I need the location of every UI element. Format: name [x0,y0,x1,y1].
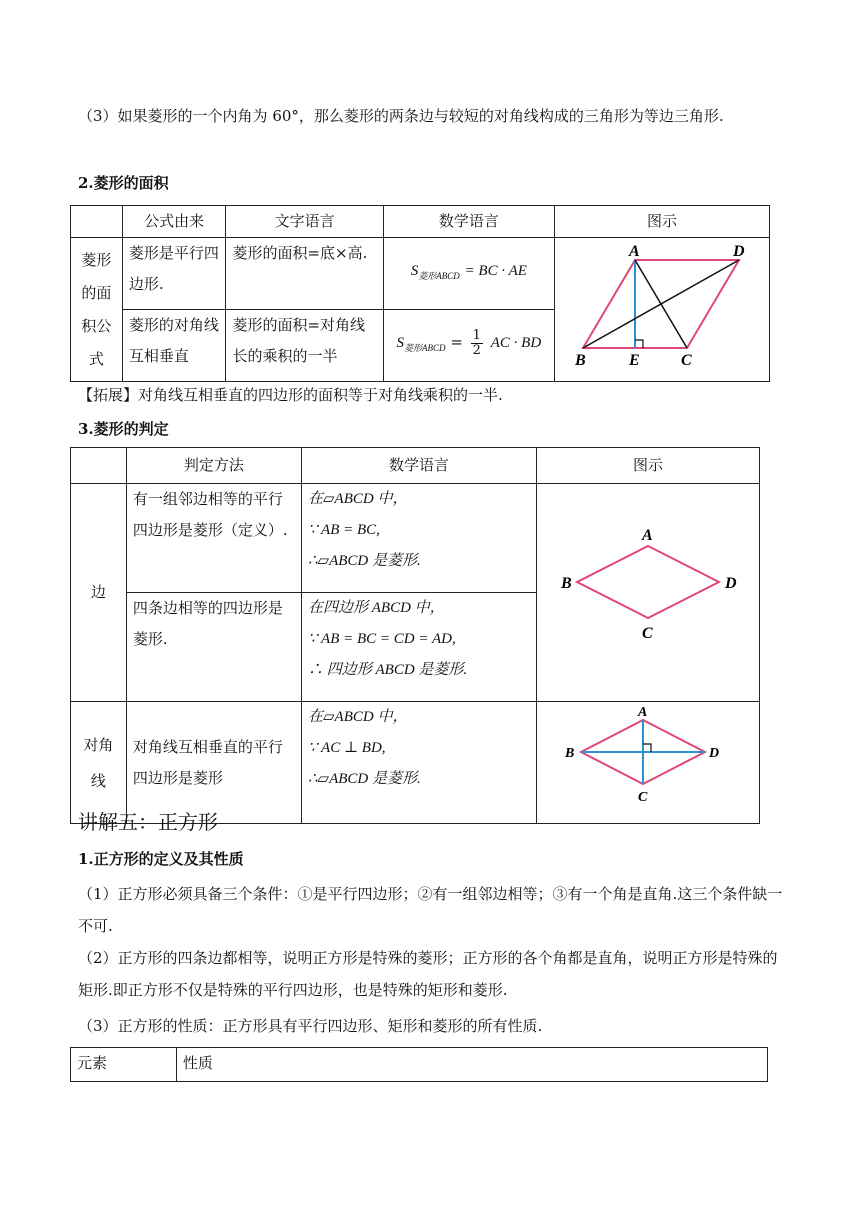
criterion-3-math [302,702,537,824]
fig2-right-angle-mark [643,744,651,752]
header-figure: 图示 [554,206,769,238]
label-e: E [628,352,640,369]
criterion-1-line-1: 在▱ABCD 中， [308,491,408,507]
area-text-1: 菱形的面积=底×高. [226,238,383,310]
header-origin: 公式由来 [122,206,226,238]
area-formula-2 [383,310,554,382]
fig1-label-b: B [560,575,572,592]
header-blank [71,206,123,238]
area-figure-cell [554,238,769,382]
square-p3: （3）正方形的性质：正方形具有平行四边形、矩形和菱形的所有性质. [78,1017,543,1035]
formula2-subscript: 菱形ABCD [404,343,446,353]
criteria-header-math: 数学语言 [302,448,537,484]
fig2-label-d: D [708,746,720,761]
square-header-property: 性质 [176,1048,767,1082]
fraction-numerator: 1 [472,327,481,343]
label-c: C [680,352,692,369]
area-origin-2: 菱形的对角线互相垂直 [122,310,226,382]
square-sub-heading: 1.正方形的定义及其性质 [78,850,244,868]
formula-s: S [410,263,419,279]
criterion-2-line-1: 在四边形 ABCD 中， [308,600,445,616]
formula-rhs: = BC · AE [464,263,527,279]
fig2-label-a: A [637,705,648,720]
label-b: B [574,352,586,369]
fraction-denominator: 2 [472,342,481,358]
criterion-2-method: 四条边相等的四边形是菱形. [126,593,301,702]
group-side-label: 边 [71,484,127,702]
fig2-label-c: C [637,790,648,805]
area-row-label: 菱形的面积公式 [71,238,123,382]
rhombus-area-figure [555,238,769,370]
fig1-label-a: A [641,527,653,544]
rhombus-property-3: （3）如果菱形的一个内角为 60°，那么菱形的两条边与较短的对角线构成的三角形为等边三角形. [78,107,724,125]
area-heading: 2.菱形的面积 [78,174,169,192]
diagonal-bd [583,260,739,348]
criterion-3-line-3: ∴▱ABCD 是菱形. [308,771,421,787]
group-diagonal-label: 对角线 [71,702,127,824]
criteria-table [70,447,760,824]
rhombus-side-figure [537,484,759,690]
square-table [70,1047,768,1082]
rhombus-diagonal-figure [537,702,759,812]
criterion-1-method: 有一组邻边相等的平行四边形是菱形（定义）. [126,484,301,593]
area-table [70,205,770,382]
label-a: A [628,243,640,260]
fig1-label-d: D [724,575,737,592]
square-p1: （1）正方形必须具备三个条件：①是平行四边形；②有一组邻边相等；③有一个角是直角.这三个条件缺一不可. [78,885,783,935]
rhombus-side-shape [577,546,719,618]
criterion-3-line-1: 在▱ABCD 中， [308,709,408,725]
criteria-figure-cell-2 [536,702,759,824]
criteria-header-blank [71,448,127,484]
header-math: 数学语言 [383,206,554,238]
criterion-2-line-2: ∵ AB = BC = CD = AD, [308,631,456,647]
square-p2: （2）正方形的四条边都相等，说明正方形是特殊的菱形；正方形的各个角都是直角，说明正方形是特殊的矩形.即正方形不仅是特殊的平行四边形，也是特殊的矩形和菱形. [78,949,778,999]
square-section-title: 讲解五：正方形 [78,810,218,834]
formula2-rhs: AC · BD [490,335,542,351]
label-d: D [732,243,745,260]
criterion-1-line-3: ∴▱ABCD 是菱形. [308,553,421,569]
area-formula-1 [383,238,554,310]
criteria-header-method: 判定方法 [126,448,301,484]
fig2-label-b: B [564,746,575,761]
header-text: 文字语言 [226,206,383,238]
criteria-figure-cell-1 [536,484,759,702]
area-extension: 【拓展】对角线互相垂直的四边形的面积等于对角线乘积的一半. [78,386,503,404]
formula2-s: S [396,335,405,351]
area-text-2: 菱形的面积=对角线长的乘积的一半 [226,310,383,382]
formula2-fraction [471,329,483,358]
area-origin-1: 菱形是平行四边形. [122,238,226,310]
criteria-heading: 3.菱形的判定 [78,420,169,438]
criterion-1-math [302,484,537,593]
criterion-3-line-2: ∵ AC ⊥ BD, [308,740,386,756]
formula-subscript: 菱形ABCD [418,271,460,281]
criterion-2-math [302,593,537,702]
formula2-eq: = [450,333,463,351]
criterion-2-line-3: ∴ 四边形 ABCD 是菱形. [308,662,468,678]
right-angle-mark [635,340,643,348]
criterion-3-method: 对角线互相垂直的平行四边形是菱形 [126,702,301,824]
criteria-header-figure: 图示 [536,448,759,484]
fig1-label-c: C [641,625,653,642]
square-header-element: 元素 [71,1048,177,1082]
criterion-1-line-2: ∵ AB = BC, [308,522,380,538]
